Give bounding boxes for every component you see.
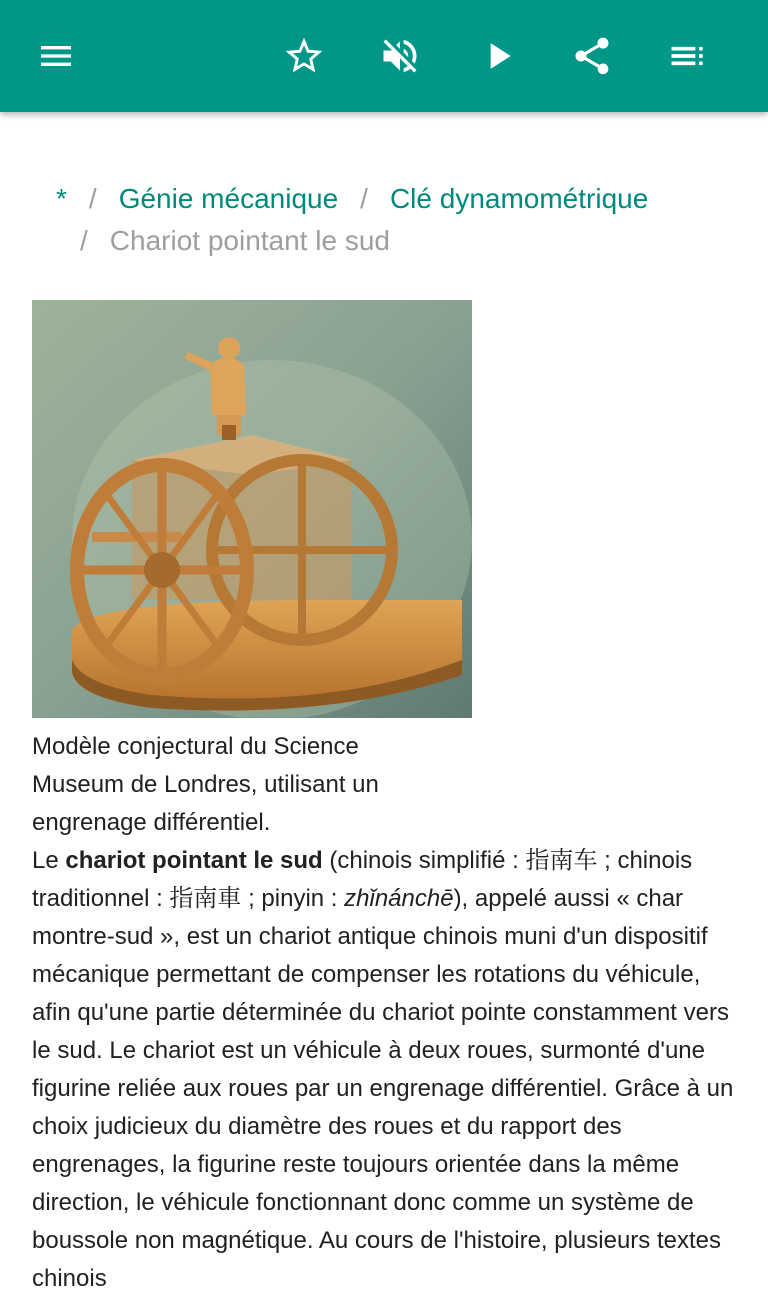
breadcrumb-current: Chariot pointant le sud xyxy=(109,225,390,256)
text-segment: ), appelé aussi « char montre-sud », est un chariot antique chinois muni d'un dispositif mécanique permettant de compenser les rotations du véhicule, afin qu'une partie déterminée du chariot pointe constamment vers le sud. Le chariot est un véhicule à deux roues, surmonté d'une figurine reliée aux roues par un engrenage différentiel. Grâce à un choix judicieux du diamètre des roues et du rapport des engrenages, la figurine reste toujours orientée dans la même direction, le véhicule fonctionnant donc comme un système de boussole non magnétique. Au cours de l'histoire, plusieurs textes chinois xyxy=(32,885,734,1292)
text-segment: Le xyxy=(32,847,66,874)
table-of-contents-button[interactable] xyxy=(660,28,716,84)
share-icon xyxy=(570,34,614,78)
mute-button[interactable] xyxy=(372,28,428,84)
article-term: chariot pointant le sud xyxy=(65,847,323,874)
breadcrumb-home-link[interactable]: * xyxy=(56,183,67,214)
article-paragraph xyxy=(32,842,736,1298)
image-caption: Modèle conjectural du Science Museum de Londres, utilisant un engrenage différentiel. xyxy=(32,733,379,836)
play-button[interactable] xyxy=(470,28,526,84)
menu-icon xyxy=(36,36,76,76)
breadcrumb-link-genie-mecanique[interactable]: Génie mécanique xyxy=(118,183,339,214)
favorite-button[interactable] xyxy=(276,28,332,84)
breadcrumb-separator: / xyxy=(80,225,88,256)
play-icon xyxy=(476,34,520,78)
article-image[interactable] xyxy=(32,300,472,718)
playlist-icon xyxy=(666,34,710,78)
breadcrumb-separator: / xyxy=(88,183,97,214)
menu-button[interactable] xyxy=(28,28,84,84)
breadcrumb-separator: / xyxy=(360,183,368,214)
star-outline-icon xyxy=(282,34,326,78)
breadcrumb xyxy=(56,178,716,262)
pinyin-term: zhǐnánchē xyxy=(344,885,454,912)
app-toolbar xyxy=(0,0,768,112)
text-segment: (chinois simplifié : 指南车 ; chinois traditionnel : 指南車 ; pinyin : xyxy=(32,847,693,912)
breadcrumb-link-cle-dynamometrique[interactable]: Clé dynamométrique xyxy=(389,183,649,214)
share-button[interactable] xyxy=(564,28,620,84)
volume-off-icon xyxy=(378,34,422,78)
